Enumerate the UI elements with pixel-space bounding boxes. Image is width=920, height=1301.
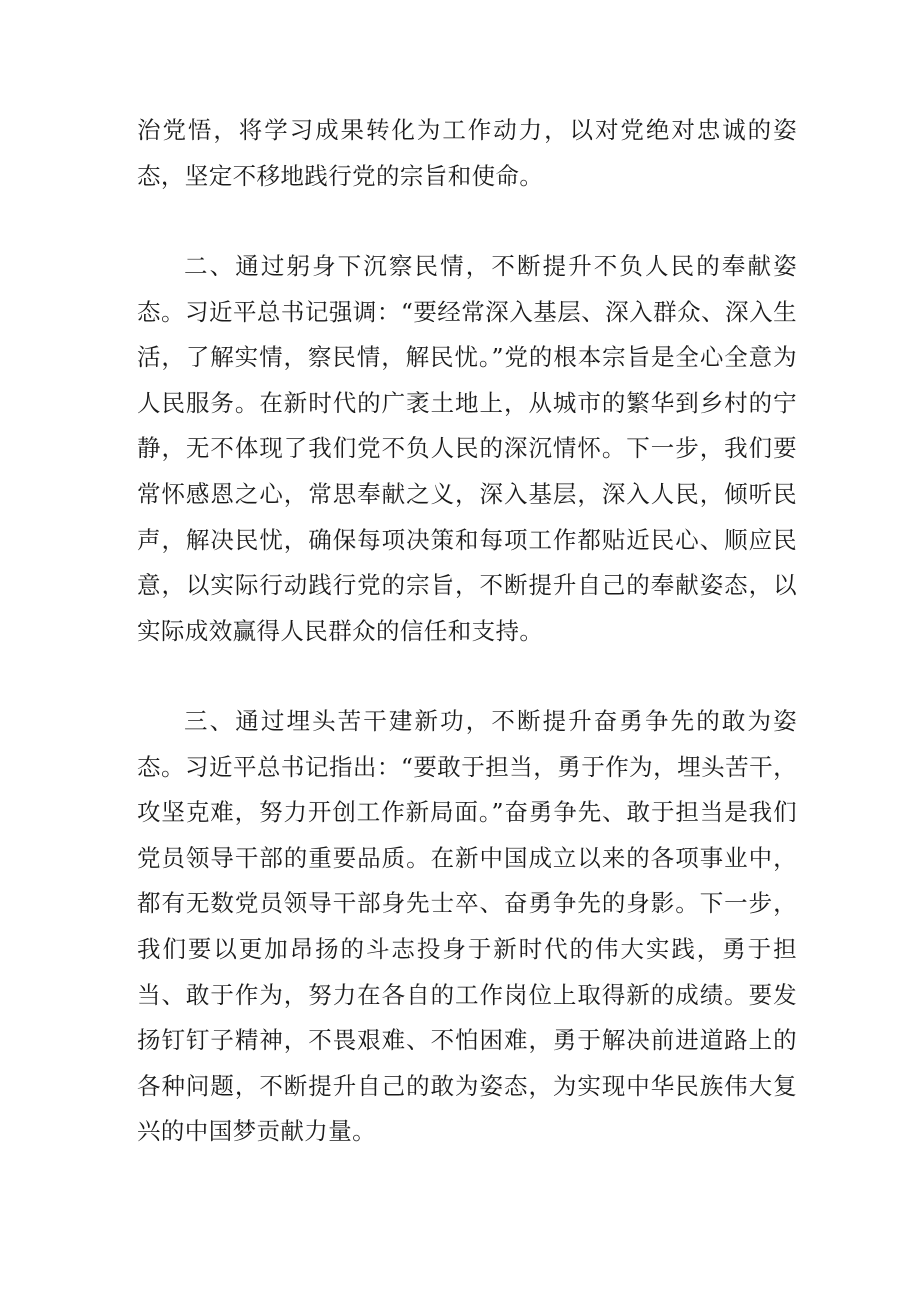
- paragraph-section-two: 二、通过躬身下沉察民情，不断提升不负人民的奉献姿态。习近平总书记强调：“要经常深入基层、深入群众、深入生活，了解实情，察民情，解民忧。”党的根本宗旨是全心全意为人民服务。在新时代的广袤土地上，从城市的繁华到乡村的宁静，无不体现了我们党不负人民的深沉情怀。下一步，我们要常怀感恩之心，常思奉献之义，深入基层，深入人民，倾听民声，解决民忧，确保每项决策和每项工作都贴近民心、顺应民意，以实际行动践行党的宗旨，不断提升自己的奉献姿态，以实际成效赢得人民群众的信任和支持。: [137, 252, 797, 645]
- paragraph-section-three: 三、通过埋头苦干建新功，不断提升奋勇争先的敢为姿态。习近平总书记指出：“要敢于担当，勇于作为，埋头苦干，攻坚克难，努力开创工作新局面。”奋勇争先、敢于担当是我们党员领导干部的重要品质。在新中国成立以来的各项事业中，都有无数党员领导干部身先士卒、奋勇争先的身影。下一步，我们要以更加昂扬的斗志投身于新时代的伟大实践，勇于担当、敢于作为，努力在各自的工作岗位上取得新的成绩。要发扬钉钉子精神，不畏艰难、不怕困难，勇于解决前进道路上的各种问题，不断提升自己的敢为姿态，为实现中华民族伟大复兴的中国梦贡献力量。: [137, 707, 797, 1146]
- paragraph-continuation: 治党悟，将学习成果转化为工作动力，以对党绝对忠诚的姿态，坚定不移地践行党的宗旨和使命。: [137, 116, 797, 190]
